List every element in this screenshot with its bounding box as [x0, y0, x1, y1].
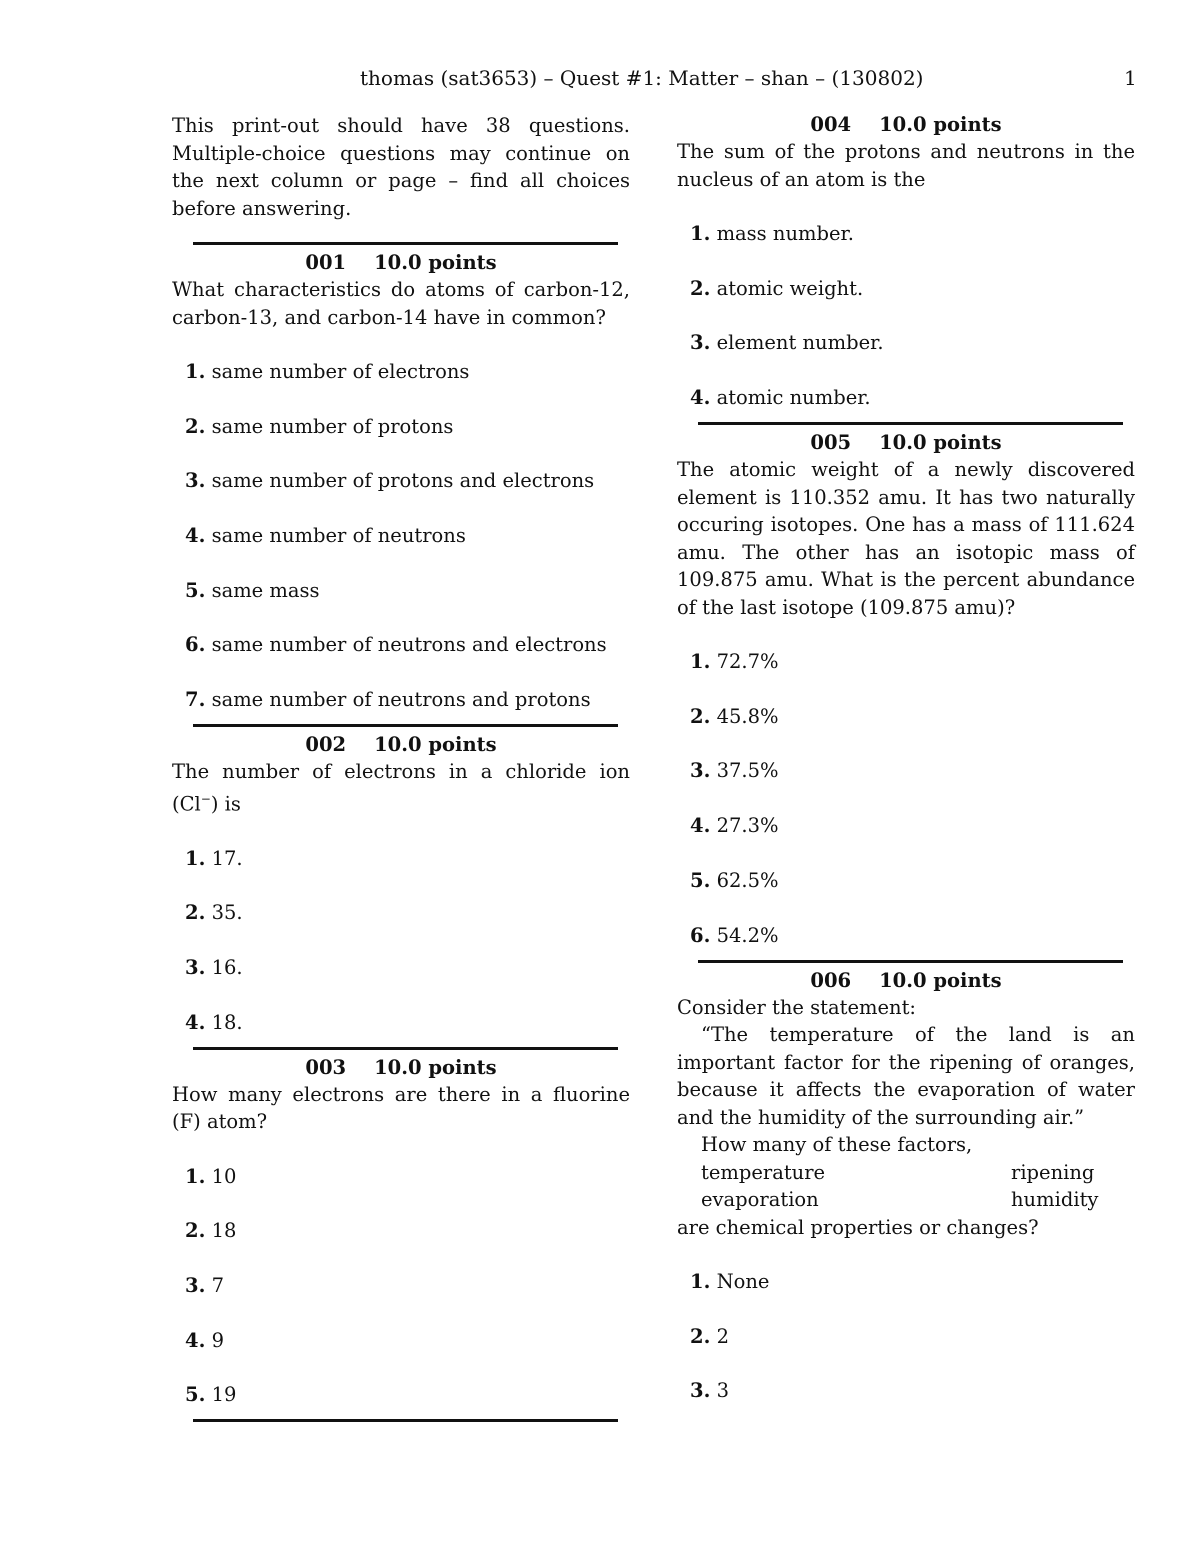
question-number: 003 — [305, 1055, 347, 1079]
question-header — [172, 1055, 630, 1081]
choice-item[interactable]: 3. element number. — [690, 331, 884, 355]
choice-list — [677, 220, 1135, 422]
question-divider — [698, 960, 1123, 963]
page-header: thomas (sat3653) – Quest #1: Matter – shan – (130802) — [360, 66, 924, 90]
question-005 — [677, 430, 1135, 959]
choice-list — [172, 845, 630, 1047]
choice-item[interactable]: 2. 2 — [690, 1324, 729, 1348]
question-header — [677, 968, 1135, 994]
choice-item[interactable]: 1. 72.7% — [690, 650, 779, 674]
question-number: 002 — [305, 733, 347, 757]
choice-list — [172, 1163, 630, 1420]
choice-item[interactable]: 4. 18. — [185, 1010, 243, 1034]
choice-item[interactable]: 1. mass number. — [690, 222, 854, 245]
question-header — [172, 732, 630, 758]
question-number: 006 — [810, 968, 852, 992]
question-006 — [677, 968, 1135, 1416]
choice-item[interactable]: 5. 19 — [185, 1383, 237, 1407]
right-column — [677, 112, 1135, 1415]
choice-item[interactable]: 2. 45.8% — [690, 704, 779, 728]
question-number: 005 — [810, 431, 852, 455]
choice-item[interactable]: 4. atomic number. — [690, 386, 871, 410]
page-number: 1 — [1124, 66, 1137, 90]
intro-text: This print-out should have 38 questions. Multiple-choice questions may continue on the next column or page – find all choices before answering. — [172, 114, 630, 220]
question-text: The number of electrons in a chloride ion (Cl−) is — [172, 760, 630, 816]
question-divider — [193, 1047, 618, 1050]
choice-list — [172, 358, 630, 724]
choice-item[interactable]: 3. same number of protons and electrons — [185, 469, 595, 493]
choice-item[interactable]: 2. 35. — [185, 901, 243, 925]
choice-item[interactable]: 3. 37.5% — [690, 759, 779, 783]
choice-item[interactable]: 6. same number of neutrons and electrons — [185, 633, 607, 657]
question-ask: How many of these factors, — [701, 1133, 973, 1156]
choice-item[interactable]: 1. 17. — [185, 846, 243, 870]
factor-item: temperature — [701, 1160, 826, 1184]
question-header — [677, 112, 1135, 138]
choice-item[interactable]: 3. 7 — [185, 1274, 224, 1298]
question-points: 10.0 points — [879, 113, 1002, 136]
question-quote: “The temperature of the land is an important factor for the ripening of oranges, because it affects the evaporation of water and the humidity of the surrounding air.” — [677, 1023, 1135, 1129]
question-divider — [193, 1419, 618, 1422]
choice-item[interactable]: 1. 10 — [185, 1164, 237, 1188]
question-points: 10.0 points — [374, 1055, 497, 1079]
choice-item[interactable]: 2. 18 — [185, 1219, 237, 1243]
question-points: 10.0 points — [879, 968, 1002, 992]
question-header — [172, 250, 630, 276]
question-text: The atomic weight of a newly discovered element is 110.352 amu. It has two naturally occuring isotopes. One has a mass of 111.624 amu. The other has an isotopic mass of 109.875 amu. What is the percent abundance of the last isotope (109.875 amu)? — [677, 458, 1135, 619]
choice-list — [677, 1268, 1135, 1415]
question-003 — [172, 1055, 630, 1420]
question-number: 001 — [305, 251, 347, 274]
choice-item[interactable]: 3. 16. — [185, 956, 243, 979]
choice-item[interactable]: 5. 62.5% — [690, 868, 779, 892]
question-divider — [193, 724, 618, 727]
choice-item[interactable]: 4. 27.3% — [690, 814, 779, 838]
left-column — [172, 112, 630, 1422]
question-text: Consider the statement: — [677, 995, 916, 1019]
factor-item: ripening — [1011, 1160, 1095, 1184]
question-divider — [698, 422, 1123, 425]
choice-item[interactable]: 7. same number of neutrons and protons — [185, 688, 591, 712]
question-002 — [172, 732, 630, 1047]
factor-item: evaporation — [701, 1188, 819, 1211]
question-points: 10.0 points — [879, 431, 1002, 455]
choice-item[interactable]: 1. None — [690, 1270, 770, 1293]
question-points: 10.0 points — [374, 251, 497, 274]
choice-item[interactable]: 3. 3 — [690, 1379, 729, 1403]
choice-item[interactable]: 4. 9 — [185, 1328, 224, 1352]
choice-item[interactable]: 5. same mass — [185, 578, 320, 602]
question-header — [677, 430, 1135, 456]
question-text: How many electrons are there in a fluorine (F) atom? — [172, 1082, 630, 1134]
choice-item[interactable]: 4. same number of neutrons — [185, 524, 466, 548]
question-divider — [193, 242, 618, 245]
choice-item[interactable]: 2. atomic weight. — [690, 276, 864, 300]
choice-item[interactable]: 2. same number of protons — [185, 414, 454, 438]
question-number: 004 — [810, 113, 852, 136]
factor-grid — [701, 1159, 1135, 1214]
choice-item[interactable]: 6. 54.2% — [690, 923, 779, 947]
question-text: The sum of the protons and neutrons in the nucleus of an atom is the — [677, 140, 1135, 191]
question-004 — [677, 112, 1135, 422]
question-tail: are chemical properties or changes? — [677, 1215, 1039, 1239]
factor-item: humidity — [1011, 1188, 1099, 1211]
choice-item[interactable]: 1. same number of electrons — [185, 360, 470, 383]
question-001 — [172, 250, 630, 724]
choice-list — [677, 648, 1135, 959]
question-points: 10.0 points — [374, 733, 497, 757]
question-text: What characteristics do atoms of carbon-12, carbon-13, and carbon-14 have in common? — [172, 278, 630, 329]
